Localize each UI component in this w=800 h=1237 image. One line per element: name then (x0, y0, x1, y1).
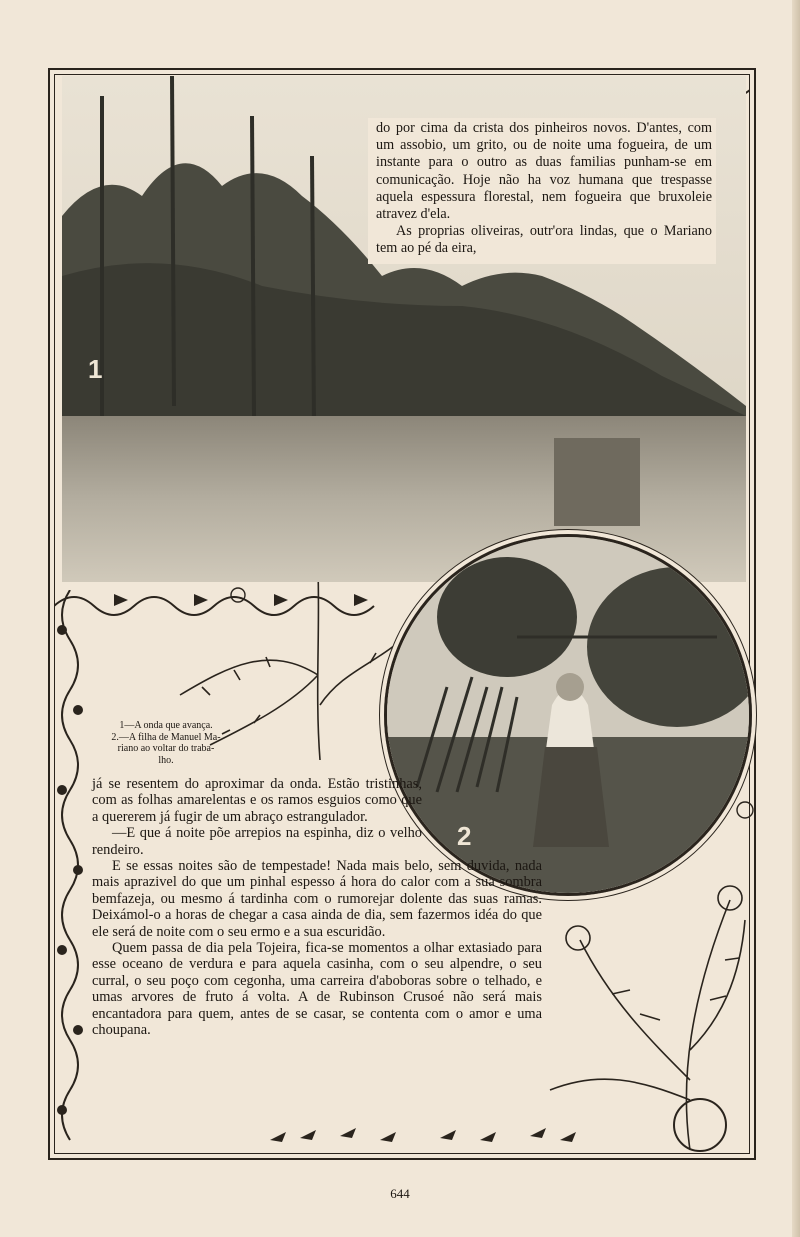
photo1-number: 1 (88, 354, 103, 384)
paragraph: E se essas noites são de tempestade! Nada mais belo, sem duvida, nada mais aprazivel do que um pinhal espesso á hora do calor com a sua sombra bemfazeja, ou mesmo á tardinha com o rumorejar dolente das suas ramas. Deixámol-o a horas de chegar a casa ainda de dia, sem fazermos idéa do que ele será de noite com o seu ermo e a sua escuridão. (92, 858, 542, 940)
page-edge (792, 0, 800, 1237)
top-text-column (368, 118, 716, 264)
page-number: 644 (390, 1186, 410, 1201)
photo2-number: 2 (457, 821, 472, 851)
paragraph: As proprias oliveiras, outr'ora lindas, que o Mariano tem ao pé da eira, (376, 223, 712, 257)
figure-caption (96, 720, 236, 766)
caption-line: lho. (158, 754, 174, 766)
caption-line: riano ao voltar do traba- (117, 743, 215, 754)
paragraph: do por cima da crista dos pinheiros novos. D'antes, com um assobio, um grito, ou de noite uma fogueira, de um instante para o outro as duas familias punham-se em comunicação. Hoje não ha voz humana que trespasse aquela espessura florestal, nem fogueira que bruxoleie atravez d'ela. (376, 120, 712, 223)
left-floral-border-ornament (52, 590, 88, 1150)
paragraph: já se resentem do aproximar da onda. Estão tristinhas, com as folhas amarelentas e os ramos esguios como que a quererem já fugir de um abraço estrangulador. (92, 776, 422, 825)
paragraph: —E que á noite põe arrepios na espinha, diz o velho rendeiro. (92, 825, 422, 858)
caption-line: 2.—A filha de Manuel Ma- (111, 731, 221, 743)
main-text-column (92, 776, 542, 1039)
paragraph: Quem passa de dia pela Tojeira, fica-se momentos a olhar extasiado para esse oceano de verdura e para aquela casinha, com o seu alpendre, o seu curral, o seu poço com cegonha, uma carreira d'aboboras sobre o telhado, e umas arvores de fruto á volta. A de Rubinson Crusoé não será mais encantadora para quem, antes de se casar, se contenta com o amor e uma choupana. (92, 940, 542, 1039)
caption-line: 1—A onda que avança. (119, 720, 213, 731)
